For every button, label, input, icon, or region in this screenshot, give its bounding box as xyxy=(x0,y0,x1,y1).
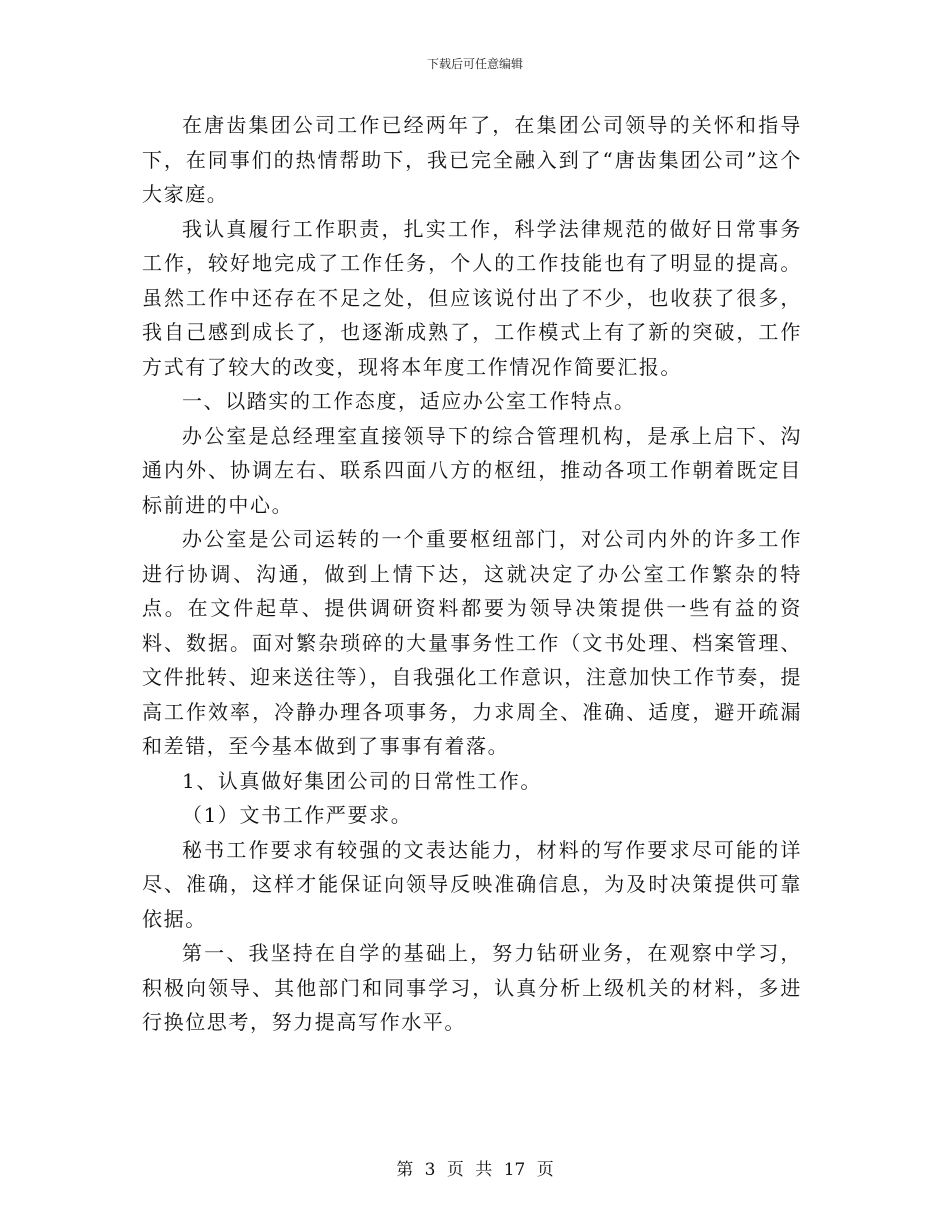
subsection-heading: （1）文书工作严要求。 xyxy=(182,803,413,827)
section-heading: 一、以踏实的工作态度，适应办公室工作特点。 xyxy=(182,389,636,413)
paragraph: 第一、我坚持在自学的基础上，努力钻研业务，在观察中学习，积极向领导、其他部门和同事学习，认真分析上级机关的材料，多进行换位思考，努力提高写作水平。 xyxy=(142,941,802,1034)
paragraph: 办公室是公司运转的一个重要枢纽部门，对公司内外的许多工作进行协调、沟通，做到上情下达，这就决定了办公室工作繁杂的特点。在文件起草、提供调研资料都要为领导决策提供一些有益的资料、数据。面对繁杂琐碎的大量事务性工作（文书处理、档案管理、文件批转、迎来送往等），自我强化工作意识，注意加快工作节奏，提高工作效率，冷静办理各项事务，力求周全、准确、适度，避开疏漏和差错，至今基本做到了事事有着落。 xyxy=(142,527,802,758)
page-number-footer: 第 3 页 共 17 页 xyxy=(396,1160,554,1180)
document-body xyxy=(142,108,802,1040)
subsection-heading: 1、认真做好集团公司的日常性工作。 xyxy=(182,768,542,793)
paragraph: 我认真履行工作职责，扎实工作，科学法律规范的做好日常事务工作，较好地完成了工作任务，个人的工作技能也有了明显的提高。虽然工作中还存在不足之处，但应该说付出了不少，也收获了很多，我自己感到成长了，也逐渐成熟了，工作模式上有了新的突破，工作方式有了较大的改变，现将本年度工作情况作简要汇报。 xyxy=(142,216,802,379)
paragraph: 秘书工作要求有较强的文表达能力，材料的写作要求尽可能的详尽、准确，这样才能保证向领导反映准确信息，为及时决策提供可靠依据。 xyxy=(142,837,802,931)
paragraph: 在唐齿集团公司工作已经两年了，在集团公司领导的关怀和指导下，在同事们的热情帮助下，我已完全融入到了“唐齿集团公司”这个大家庭。 xyxy=(142,113,802,206)
page-header-note: 下载后可任意编辑 xyxy=(426,57,523,71)
paragraph: 办公室是总经理室直接领导下的综合管理机构，是承上启下、沟通内外、协调左右、联系四面八方的枢纽，推动各项工作朝着既定目标前进的中心。 xyxy=(142,423,802,517)
